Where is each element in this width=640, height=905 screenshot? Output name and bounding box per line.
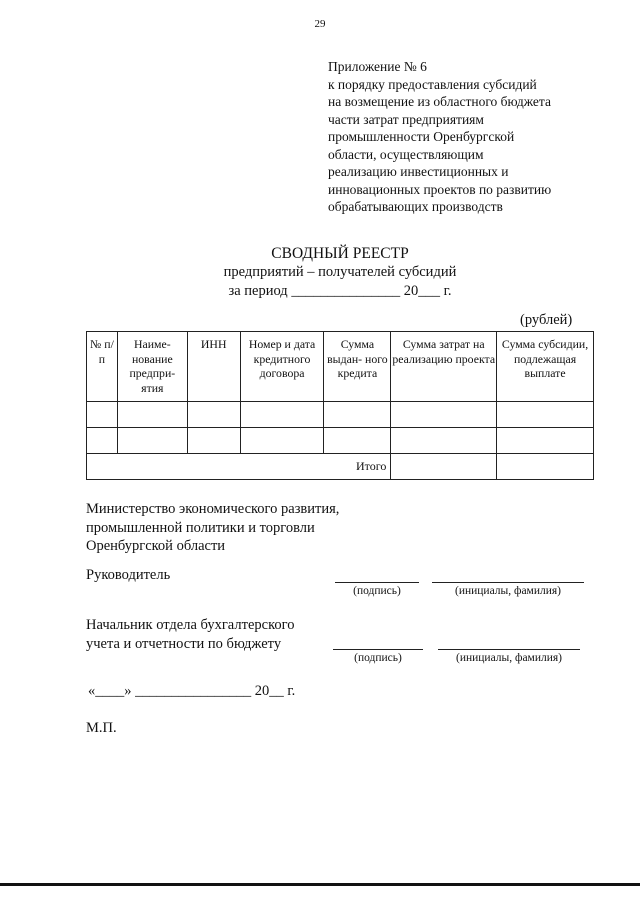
table-cell[interactable] <box>187 402 240 428</box>
ministry-line: Оренбургской области <box>86 538 226 554</box>
appendix-line: области, осуществляющим <box>328 146 484 162</box>
ministry-line: Министерство экономического развития, <box>86 501 340 517</box>
table-cell[interactable] <box>87 402 118 428</box>
signature-caption: (подпись) <box>354 652 402 664</box>
signature-caption: (подпись) <box>353 585 401 597</box>
ministry-line: промышленной политики и торговли <box>86 519 315 536</box>
head-label: Руководитель <box>86 567 171 583</box>
name-caption: (инициалы, фамилия) <box>455 652 563 664</box>
appendix-line: промышленности Оренбургской <box>328 129 515 144</box>
table-cell[interactable] <box>240 428 324 454</box>
table-cell[interactable] <box>324 428 391 454</box>
column-header: Сумма субсидии, подлежащая выплате <box>497 332 594 402</box>
accounting-name-line[interactable] <box>438 649 580 650</box>
appendix-line: инновационных проектов по развитию <box>328 181 552 197</box>
appendix-line: на возмещение из областного бюджета <box>328 94 551 109</box>
table-row <box>87 428 594 454</box>
total-label: Итого <box>87 454 391 480</box>
bottom-rule <box>0 883 640 886</box>
accounting-signature-line[interactable] <box>333 649 423 650</box>
period-line: за период _______________ 20___ г. <box>228 283 452 299</box>
appendix-line: реализацию инвестиционных и <box>328 164 509 179</box>
column-header: Сумма затрат на реализацию проекта <box>391 332 497 402</box>
column-header: ИНН <box>187 332 240 402</box>
document-title: СВОДНЫЙ РЕЕСТР <box>271 245 409 262</box>
column-header: № п/п <box>87 332 118 402</box>
registry-table <box>86 331 594 480</box>
table-row <box>87 402 594 428</box>
total-subsidy-cell[interactable] <box>497 454 594 480</box>
name-caption: (инициалы, фамилия) <box>454 585 562 597</box>
table-cell[interactable] <box>117 402 187 428</box>
appendix-line: части затрат предприятиям <box>328 111 484 127</box>
table-cell[interactable] <box>117 428 187 454</box>
ministry-name <box>86 500 339 556</box>
table-cell[interactable] <box>240 402 324 428</box>
table-cell[interactable] <box>497 428 594 454</box>
column-header: Номер и дата кредитного договора <box>240 332 324 402</box>
table-cell[interactable] <box>87 428 118 454</box>
appendix-header <box>328 58 628 216</box>
table-header-row <box>87 332 594 402</box>
stamp-place-label: М.П. <box>86 720 117 736</box>
page-number: 29 <box>314 18 326 30</box>
table-cell[interactable] <box>391 428 497 454</box>
table-cell[interactable] <box>391 402 497 428</box>
accounting-head-line: учета и отчетности по бюджету <box>86 635 282 652</box>
head-signature-line[interactable] <box>335 582 419 583</box>
date-line: «____» ________________ 20__ г. <box>88 683 296 699</box>
accounting-head-line: Начальник отдела бухгалтерского <box>86 617 295 633</box>
document-subtitle: предприятий – получателей субсидий <box>223 264 457 280</box>
appendix-line: к порядку предоставления субсидий <box>328 76 537 92</box>
column-header: Сумма выдан- ного кредита <box>324 332 391 402</box>
appendix-line: Приложение № 6 <box>328 59 427 74</box>
table-total-row <box>87 454 594 480</box>
head-name-line[interactable] <box>432 582 584 583</box>
appendix-line: обрабатывающих производств <box>328 199 503 214</box>
table-cell[interactable] <box>187 428 240 454</box>
units-label: (рублей) <box>520 312 573 328</box>
table-cell[interactable] <box>324 402 391 428</box>
table-cell[interactable] <box>497 402 594 428</box>
accounting-head-label <box>86 616 294 653</box>
total-cost-cell[interactable] <box>391 454 497 480</box>
column-header: Наиме- нование предпри- ятия <box>117 332 187 402</box>
